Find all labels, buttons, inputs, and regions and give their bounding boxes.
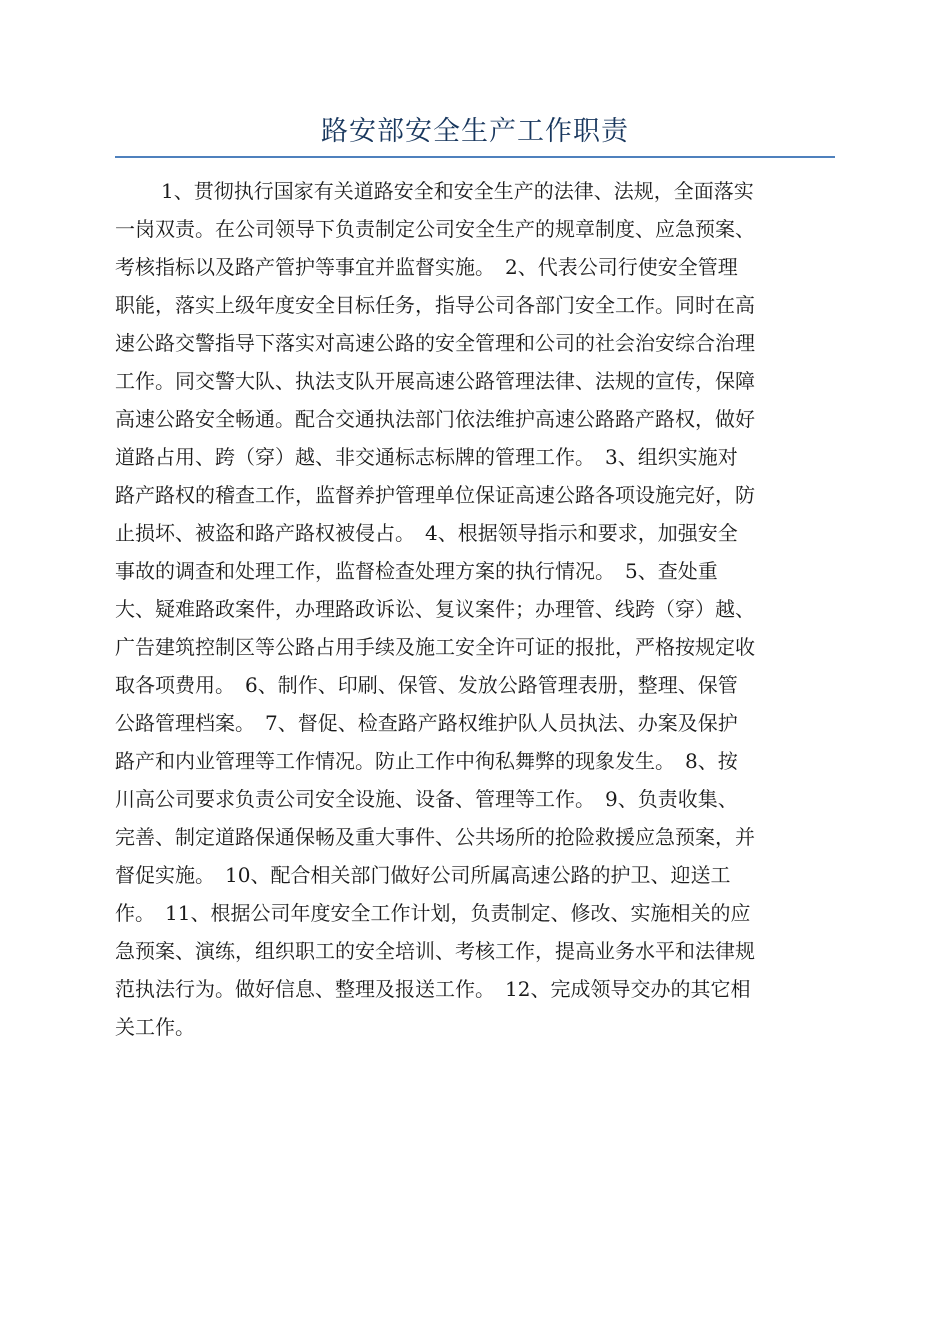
body-line-8: 道路占用、跨（穿）越、非交通标志标牌的管理工作。 3、组织实施对 bbox=[115, 445, 738, 469]
body-line-3: 考核指标以及路产管护等事宜并监督实施。 2、代表公司行使安全管理 bbox=[115, 255, 738, 279]
body-line-12: 大、疑难路政案件，办理路政诉讼、复议案件；办理管、线跨（穿）越、 bbox=[115, 597, 755, 621]
body-line-23: 关工作。 bbox=[115, 1015, 195, 1039]
body-line-16: 路产和内业管理等工作情况。防止工作中徇私舞弊的现象发生。 8、按 bbox=[115, 749, 738, 773]
body-line-18: 完善、制定道路保通保畅及重大事件、公共场所的抢险救援应急预案，并 bbox=[115, 825, 755, 849]
body-line-19: 督促实施。 10、配合相关部门做好公司所属高速公路的护卫、迎送工 bbox=[115, 863, 731, 887]
body-line-15: 公路管理档案。 7、督促、检查路产路权维护队人员执法、办案及保护 bbox=[115, 711, 738, 735]
body-line-11: 事故的调查和处理工作，监督检查处理方案的执行情况。 5、查处重 bbox=[115, 559, 718, 583]
document-body bbox=[115, 172, 837, 1046]
document-title: 路安部安全生产工作职责 bbox=[321, 116, 629, 147]
title-underline bbox=[115, 112, 835, 158]
body-line-17: 川高公司要求负责公司安全设施、设备、管理等工作。 9、负责收集、 bbox=[115, 787, 738, 811]
body-line-2: 一岗双责。在公司领导下负责制定公司安全生产的规章制度、应急预案、 bbox=[115, 217, 755, 241]
body-line-1: 1、贯彻执行国家有关道路安全和安全生产的法律、法规，全面落实 bbox=[161, 179, 754, 203]
body-line-6: 工作。同交警大队、执法支队开展高速公路管理法律、法规的宣传，保障 bbox=[115, 369, 755, 393]
body-line-5: 速公路交警指导下落实对高速公路的安全管理和公司的社会治安综合治理 bbox=[115, 331, 755, 355]
body-line-9: 路产路权的稽查工作，监督养护管理单位保证高速公路各项设施完好，防 bbox=[115, 483, 755, 507]
body-line-7: 高速公路安全畅通。配合交通执法部门依法维护高速公路路产路权，做好 bbox=[115, 407, 755, 431]
body-line-4: 职能，落实上级年度安全目标任务，指导公司各部门安全工作。同时在高 bbox=[115, 293, 755, 317]
body-line-13: 广告建筑控制区等公路占用手续及施工安全许可证的报批，严格按规定收 bbox=[115, 635, 755, 659]
body-line-14: 取各项费用。 6、制作、印刷、保管、发放公路管理表册，整理、保管 bbox=[115, 673, 738, 697]
body-line-21: 急预案、演练，组织职工的安全培训、考核工作，提高业务水平和法律规 bbox=[115, 939, 755, 963]
body-line-22: 范执法行为。做好信息、整理及报送工作。 12、完成领导交办的其它相 bbox=[115, 977, 751, 1001]
body-line-20: 作。 11、根据公司年度安全工作计划，负责制定、修改、实施相关的应 bbox=[115, 901, 751, 925]
body-line-10: 止损坏、被盗和路产路权被侵占。 4、根据领导指示和要求，加强安全 bbox=[115, 521, 738, 545]
